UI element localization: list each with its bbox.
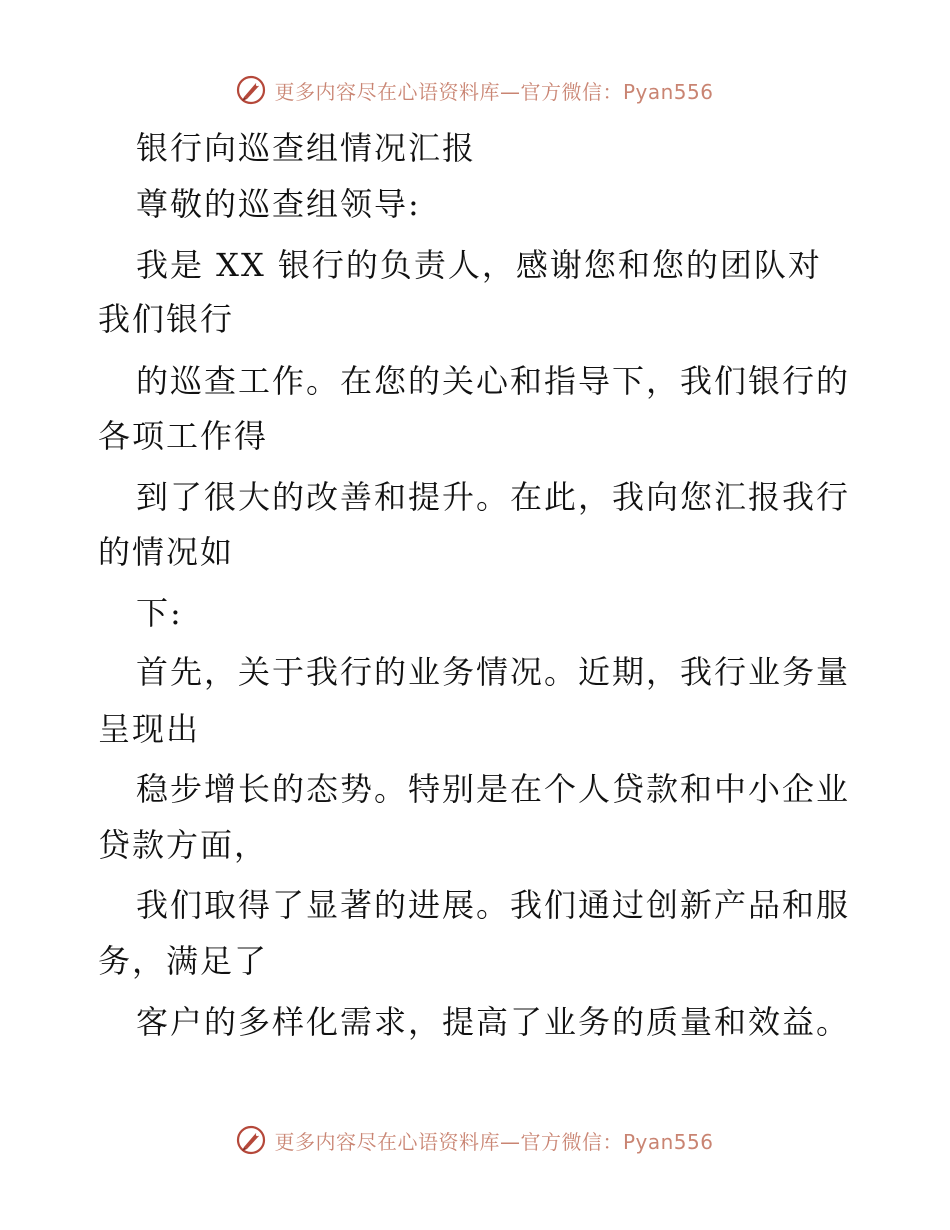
text-line: 到了很大的改善和提升。在此，我向您汇报我行 [136,478,851,516]
text-line: 各项工作得 [98,417,269,455]
text-line: 稳步增长的态势。特别是在个人贷款和中小企业 [136,770,851,808]
text-line: 的情况如 [98,533,235,571]
text-line: 首先，关于我行的业务情况。近期，我行业务量 [136,653,851,691]
text-line: 务，满足了 [98,942,269,980]
pen-logo-icon [236,1125,266,1155]
document-title: 银行向巡查组情况汇报 [136,129,477,167]
text-line: 呈现出 [98,710,201,748]
watermark-text: 更多内容尽在心语资料库—官方微信：Pyan556 [274,79,714,104]
watermark-banner-top [0,70,950,110]
watermark-text: 更多内容尽在心语资料库—官方微信：Pyan556 [274,1129,714,1154]
text-line: 我是 XX 银行的负责人，感谢您和您的团队对 [136,246,822,284]
text-line: 我们取得了显著的进展。我们通过创新产品和服 [136,886,851,924]
text-line: 的巡查工作。在您的关心和指导下，我们银行的 [136,362,851,400]
text-line: 客户的多样化需求，提高了业务的质量和效益。 [136,1003,851,1041]
pen-logo-icon [236,75,266,105]
watermark-banner-bottom [0,1120,950,1160]
text-line: 我们银行 [98,300,235,338]
text-line: 贷款方面， [98,826,269,864]
salutation: 尊敬的巡查组领导: [136,185,421,223]
text-line: 下: [136,594,183,632]
